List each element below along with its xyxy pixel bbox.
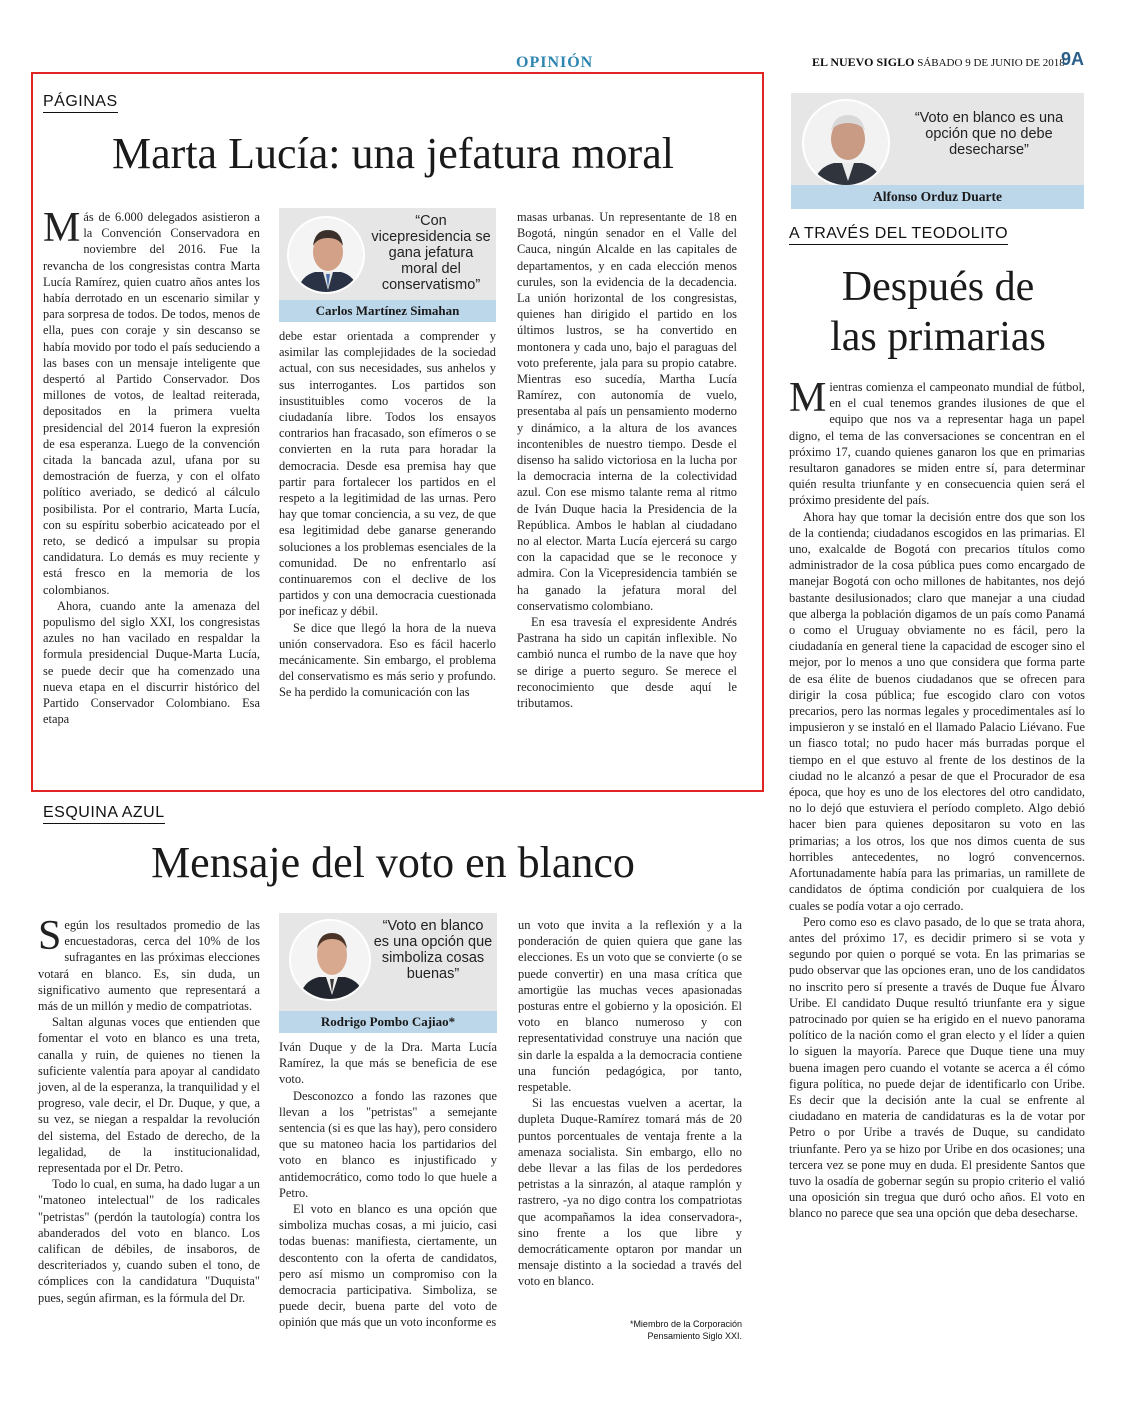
title-line: las primarias [830,314,1046,360]
article2-kicker: ESQUINA AZUL [43,804,165,824]
pull-quote: “Voto en blanco es una opción que no debe desecharse” [914,110,1064,158]
author-photo [287,216,365,294]
dropcap: M [789,375,827,421]
article2-column-1 [38,913,260,1306]
paragraph: Saltan algunas voces que entienden que fomentar el voto en blanco es una treta, canalla y ruin, de quienes no tienen la suficiente valentía para apoyar al candidato joven, al de la esperanza, la tranquilidad y el progreso, vale decir, el Dr. Duque, y que, a su vez, se niegan a respaldar la revolución del sistema, del Estado de derecho, de la legalidad, de la institucionalidad, representada por el Dr. Petro. [38,1015,260,1176]
author-photo [289,919,371,1001]
author-photo [802,99,890,187]
paragraph: ientras comienza el campeonato mundial de fútbol, en el cual tenemos grandes ilusiones de que el equipo que nos va a representar haga un papel digno, el tema de las conversaciones se concentran en el próximo 17, cuando quienes ganaron los que en primarias resultaron ganadores se miden entre sí, para determinar quién resulta triunfante y en consecuencia quien será el próximo presidente del país. [789,380,1085,508]
article1-kicker-wrap [43,93,118,113]
portrait-icon [804,101,890,187]
author-name: Rodrigo Pombo Cajiao* [279,1011,497,1033]
dropcap: M [43,205,81,251]
paragraph: Pero como eso es clavo pasado, de lo que se trata ahora, antes del próximo 17, es decidir primero si se vota y segundo por quien o porqué se vota. En las primarias se pudo observar que las opciones eran, uno de los candidatos no inscrito pero sí presente a través de Duque fue Álvaro Uribe. El candidato Duque resultó triunfante era y sigue patrocinado por quien se ha erigido en el nuevo panorama político de la nación como el gran electo y el líder a quien lo siguen la mayoría. Parece que Duque tiene una muy buena imagen pero cuando el votante se acerca a él cómo figura política, no puede dejar de identificarlo con Uribe. Es decir que la decisión ante la cual se enfrente al ciudadano en materia de candidaturas es la de votar por Petro o por Uribe a través de Duque, su candidato triunfante. Pero ya se hizo por Uribe en dos ocasiones; una tercera vez se pone muy en duda. El presidente Santos que tuvo la osadía de gobernar según su propio criterio el valió una oposición sin tregua que duró ocho años. El voto en blanco no parece que sea una opción que deba desecharse. [789,914,1085,1221]
dropcap: S [38,913,62,959]
author-name: Carlos Martínez Simahan [279,300,496,322]
footnote-line: Pensamiento Siglo XXI. [647,1331,742,1341]
portrait-icon [291,921,371,1001]
paragraph: masas urbanas. Un representante de 18 en Bogotá, ningún senador en el Valle del Cauca, ningún Alcalde en las capitales de departamentos, y en cada elección menos curules, son la evidencia de la decadencia. La unión horizontal de los congresistas, quienes han dirigido el partido en los últimos lustros, se ha convertido en montonera y cada uno, bajo el paraguas del voto preferente, jala para su propio catabre. Mientras eso sucedía, Martha Lucía Ramírez, con autonomía de vuelo, presentaba al país un pensamiento moderno y dinámico, a la altura de los avances incontenibles de nuestro tiempo. Desde el disenso ha salido victoriosa en la lucha por la democracia interna de la colectividad azul. Con ese mismo talante rema al ritmo de Iván Duque hacia la Presidencia de la República. Ambos le hablan al ciudadano no al elector. Marta Lucía ejercerá su cargo con la capacidad que se le reconoce y admira. Con la Vicepresidencia también se ha ganado la jefatura moral del conservatismo colombiano. [517,210,737,613]
article3-kicker-wrap [789,225,1008,245]
author-quote-box [279,913,497,1033]
author-footnote [560,1318,742,1342]
paragraph: Todo lo cual, en suma, ha dado lugar a un "matoneo intelectual" de los radicales "petristas" (perdón la tautología) contra los abanderados del voto en blanco. Los califican de débiles, de insaboros, de descriteriados y, cuando suben el tono, de cómplices con la candidatura "Duquista" pues, según afirman, es la fórmula del Dr. [38,1177,260,1305]
article1-column-3 [517,209,737,711]
article2-column-3 [518,917,742,1290]
paragraph: Ahora hay que tomar la decisión entre dos que son los de la contienda; ciudadanos escogidos en las primarias. El uno, exalcalde de Bogotá con precarios títulos como administrador de la cosa pública pues como encargado de manejar Bogotá con ocho millones de habitantes, nos dejó bastante desilusionados; claro que manejar a una ciudad que alberga la población digamos de un país como Panamá o como el Uruguay obviamente no es fácil, pero la ciudadanía en general tiene la capacidad de escoger sino el mejor, por lo menos a uno que considera que forma parte de esa élite de buenos ciudadanos que se ofrecen para dirigir la cosa pública; fue escogido claro con votos precarios, pero las normas legales y procedimentales así lo impusieron y se instaló en el llamado Palacio Liévano. Fue un fiasco total; no pudo hacer más burradas porque el tiempo en el que estuvo al frente de los destinos de la ciudad no le alcanzó a pesar de que el Procurador de esa época, que hoy es uno de los electores del otro candidato, no lo dejó que estuviera el período completo. Algo debió hacer bien para quienes depositaron su voto en las primarias; a los otros, los que nos dimos cuenta de sus horribles antecedentes, no logró convencernos. Afortunadamente había para las primarias, un ramillete de candidatos de óptima condición por cualquiera de los cuales se podía votar a ojo cerrado. [789,509,1085,913]
article2-column-2 [279,1039,497,1331]
article1-column-1 [43,205,260,728]
article3-column [789,375,1085,1222]
paragraph: Se dice que llegó la hora de la nueva unión conservadora. Eso es fácil hacerlo mecánicamente. Sin embargo, el problema del conservatismo es más serio y profundo. Se ha perdido la comunicación con las [279,620,496,700]
paragraph: En esa travesía el expresidente Andrés Pastrana ha sido un capitán inflexible. No cambió nunca el rumbo de la nave que hoy se dirige a puerto seguro. Se merece el reconocimiento que desde aquí le tributamos. [517,615,737,711]
paragraph: Iván Duque y de la Dra. Marta Lucía Ramírez, la que más se beneficia de ese voto. [279,1040,497,1087]
pull-quote: “Con vicepresidencia se gana jefatura moral del conservatismo” [371,213,491,293]
article2-title: Mensaje del voto en blanco [151,838,635,887]
portrait-icon [289,218,365,294]
paragraph: Si las encuestas vuelven a acertar, la dupleta Duque-Ramírez tomará más de 20 puntos porcentuales de ventaja frente a la amenaza socialista. Sin embargo, ello no debe llevar a las filas de los perdedores petristas a la sinrazón, al ataque ramplón y rastrero, -ya no digo contra los compatriotas que acompañamos la idea conservadora-, sino frente a los que libre y democráticamente optaron por mandar un mensaje distinto a la sociedad a través del voto en blanco. [518,1096,742,1289]
page-number: 9A [1061,49,1085,69]
author-quote-box [791,93,1084,209]
title-line: Después de [841,264,1035,310]
paragraph: Desconozco a fondo las razones que llevan a los "petristas" a semejante sentencia (si es que las hay), pero considero que su matoneo hacia los partidarios del voto en blanco es injustificado y antidemocrático, como todo lo que huele a Petro. [279,1088,497,1200]
paragraph: El voto en blanco es una opción que simboliza muchas cosas, a mi juicio, casi todas buenas: manifiesta, ciertamente, un descontento con la oferta de candidatos, pero así mismo un compromiso con la democracia participativa. Simboliza, se puede decir, buena parte del voto de opinión que más que un voto inconforme es [279,1202,497,1330]
article1-kicker: PÁGINAS [43,93,118,113]
author-quote-box [279,208,496,322]
paragraph: egún los resultados promedio de las encuestadoras, cerca del 10% de los sufragantes en las próximas elecciones votará en blanco. Es, sin duda, un significativo aumento que representará a más de un millón y medio de compatriotas. [38,918,260,1014]
masthead [812,55,1065,70]
article3-kicker: A TRAVÉS DEL TEODOLITO [789,225,1008,245]
article1-column-2 [279,328,496,701]
footnote-line: *Miembro de la Corporación [629,1319,742,1329]
article3-title [789,262,1087,362]
paragraph: ás de 6.000 delegados asistieron a la Convención Conservadora en noviembre del 2016. Fue la revancha de los congresistas contra Marta Lucía Ramírez, quien cuatro años antes los había derrotado en un escenario similar y para sorpresa de todos. De todos, menos de ella, pues con coraje y sin descanso se había movido por todo el país seduciendo a las bases con un mensaje inteligente que despertó al Partido Conservador. Dos millones de votos, de lealtad reiterada, depositados en la primera vuelta presidencial del 2014 fueron la expresión de esa esperanza. Luego de la convención citada la bancada azul, ufana por su demostración de fuerza, y con el olfato político averiado, se dedicó al cálculo posibilista. Por el contrario, Marta Lucía, con su espíritu soberbio acicateado por el reto, se dedicó a impulsar su propia candidatura. Lo demás es muy reciente y está fresco en la memoria de los colombianos. [43,210,260,597]
article2-kicker-wrap [43,804,165,824]
pull-quote: “Voto en blanco es una opción que simboliza cosas buenas” [373,918,493,982]
paragraph: debe estar orientada a comprender y asimilar las complejidades de la sociedad actual, con sus necesidades, sus anhelos y sus interrogantes. Los partidos son insustituibles como voceros de la ciudadanía libre. Todos los ensayos contrarios han fracasado, son efímeros o se convierten en la ruta para horadar la democracia. Desde esa premisa hay que partir para fortalecer los partidos en el respeto a la legitimidad de las urnas. Pero hay que tomar conciencia, a su vez, de que esa legitimidad debe ganarse generando soluciones a los problemas esenciales de la comunidad. De no enfrentarlo así continuaremos con el declive de los partidos y con una democracia cuestionada por ineficaz y débil. [279,329,496,619]
section-header: OPINIÓN [516,54,594,71]
article1-title: Marta Lucía: una jefatura moral [112,129,674,178]
newspaper-name: EL NUEVO SIGLO [812,55,915,69]
paragraph: Ahora, cuando ante la amenaza del populismo del siglo XXI, los congresistas azules no han vacilado en respaldar la formula presidencial Duque-Marta Lucía, se puede decir que ha comenzado una nueva etapa en el discurrir histórico del Partido Conservador Colombiano. Esa etapa [43,598,260,727]
author-name: Alfonso Orduz Duarte [791,185,1084,209]
issue-date: SÁBADO 9 DE JUNIO DE 2018 [917,57,1065,69]
paragraph: un voto que invita a la reflexión y a la ponderación de quien quiera que gane las elecciones. Es un voto que se convierte (o se puede convertir) en una masa crítica que amortigüe las muchas veces apasionadas posturas entre el gobierno y la oposición. El voto en blanco numeroso y con representatividad construye una nación que sin darle la espalda a la democracia contiene una función pedagógica, por tanto, respetable. [518,918,742,1095]
